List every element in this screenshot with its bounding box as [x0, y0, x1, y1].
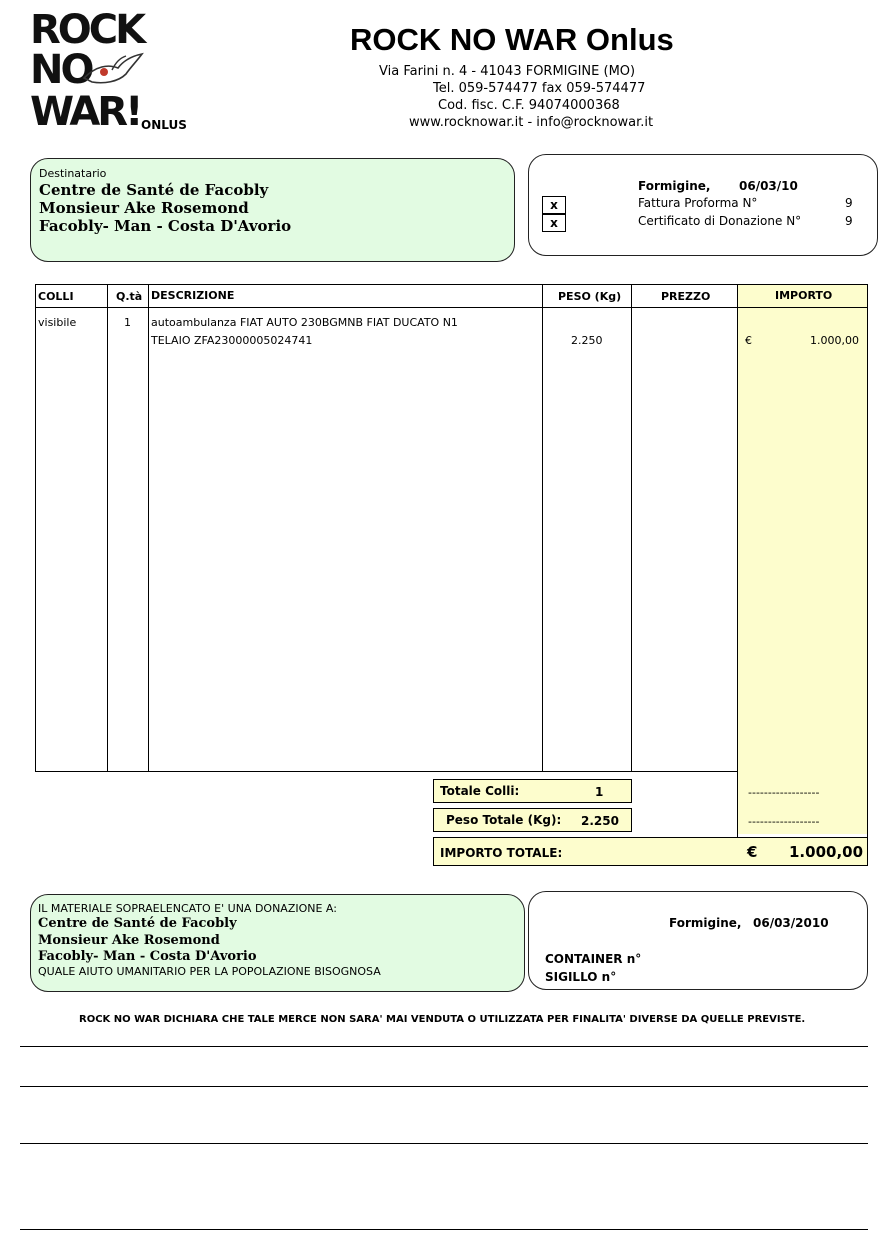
header-qty: Q.tà: [116, 290, 143, 303]
row-colli: visibile: [38, 316, 77, 329]
signature-line-2: [20, 1086, 868, 1087]
proforma-label: Fattura Proforma N°: [638, 196, 758, 210]
seal-label: SIGILLO n°: [545, 970, 617, 984]
donation-line2: Monsieur Ake Rosemond: [38, 933, 220, 948]
donation-purpose: QUALE AIUTO UMANITARIO PER LA POPOLAZIONE BISOGNOSA: [38, 965, 381, 978]
header-weight: PESO (Kg): [558, 290, 622, 303]
logo-no: NO: [30, 47, 92, 93]
certificate-number: 9: [845, 214, 853, 228]
total-colli-label: Totale Colli:: [440, 784, 520, 798]
row-description-line1: autoambulanza FIAT AUTO 230BGMNB FIAT DUCATO N1: [151, 316, 458, 329]
grand-total-box: [433, 837, 868, 866]
recipient-line1: Centre de Santé de Facobly: [39, 181, 269, 199]
signature-line-1: [20, 1046, 868, 1047]
doc-place: Formigine,: [638, 179, 711, 193]
organization-name: ROCK NO WAR Onlus: [350, 22, 674, 57]
grand-total-label: IMPORTO TOTALE:: [440, 846, 563, 860]
header-description: DESCRIZIONE: [151, 289, 235, 302]
document-info-box: [528, 154, 878, 256]
header-price: PREZZO: [661, 290, 711, 303]
shipping-place: Formigine,: [669, 916, 742, 930]
total-colli-value: 1: [595, 785, 604, 799]
amount-column-bg: [737, 284, 868, 834]
donation-line1: Centre de Santé de Facobly: [38, 916, 237, 931]
row-qty: 1: [124, 316, 131, 329]
total-weight-box: [433, 808, 632, 832]
doc-date: 06/03/10: [739, 179, 798, 193]
dash-line-2: ------------------: [748, 815, 820, 828]
donation-line3: Facobly- Man - Costa D'Avorio: [38, 949, 257, 964]
tax-code: Cod. fisc. C.F. 94074000368: [438, 98, 620, 113]
recipient-label: Destinatario: [39, 167, 107, 180]
recipient-box: [30, 158, 515, 262]
proforma-checkbox[interactable]: x: [542, 196, 566, 214]
proforma-number: 9: [845, 196, 853, 210]
container-label: CONTAINER n°: [545, 952, 642, 966]
dash-line-1: ------------------: [748, 786, 820, 799]
shipping-date: 06/03/2010: [753, 916, 829, 930]
declaration: ROCK NO WAR DICHIARA CHE TALE MERCE NON SARA' MAI VENDUTA O UTILIZZATA PER FINALITA' DIVERSE DA QUELLE PREVISTE.: [79, 1014, 806, 1025]
dove-icon: [82, 52, 144, 86]
address: Via Farini n. 4 - 41043 FORMIGINE (MO): [379, 64, 636, 79]
header-amount: IMPORTO: [775, 289, 833, 302]
signature-line-3: [20, 1143, 868, 1144]
row-amount: 1.000,00: [810, 334, 859, 347]
shipping-box: [528, 891, 868, 990]
total-colli-box: [433, 779, 632, 803]
row-currency: €: [745, 334, 752, 347]
row-description-line2: TELAIO ZFA23000005024741: [151, 334, 313, 347]
certificate-checkbox[interactable]: x: [542, 214, 566, 232]
total-weight-label: Peso Totale (Kg):: [446, 813, 562, 827]
recipient-line2: Monsieur Ake Rosemond: [39, 199, 249, 217]
web-email: www.rocknowar.it - info@rocknowar.it: [409, 115, 654, 130]
grand-total-currency: €: [747, 843, 758, 861]
recipient-line3: Facobly- Man - Costa D'Avorio: [39, 217, 292, 235]
donation-intro: IL MATERIALE SOPRAELENCATO E' UNA DONAZIONE A:: [38, 902, 337, 915]
logo-rock: ROCK: [30, 7, 144, 53]
total-weight-value: 2.250: [581, 814, 619, 828]
logo-onlus: ONLUS: [141, 118, 187, 132]
row-weight: 2.250: [571, 334, 603, 347]
signature-line-4: [20, 1229, 868, 1230]
header-colli: COLLI: [38, 290, 74, 303]
grand-total-value: 1.000,00: [789, 843, 864, 861]
donation-box: [30, 894, 525, 992]
certificate-label: Certificato di Donazione N°: [638, 214, 802, 228]
logo-war: WAR!: [30, 89, 141, 135]
phone: Tel. 059-574477 fax 059-574477: [433, 81, 646, 96]
